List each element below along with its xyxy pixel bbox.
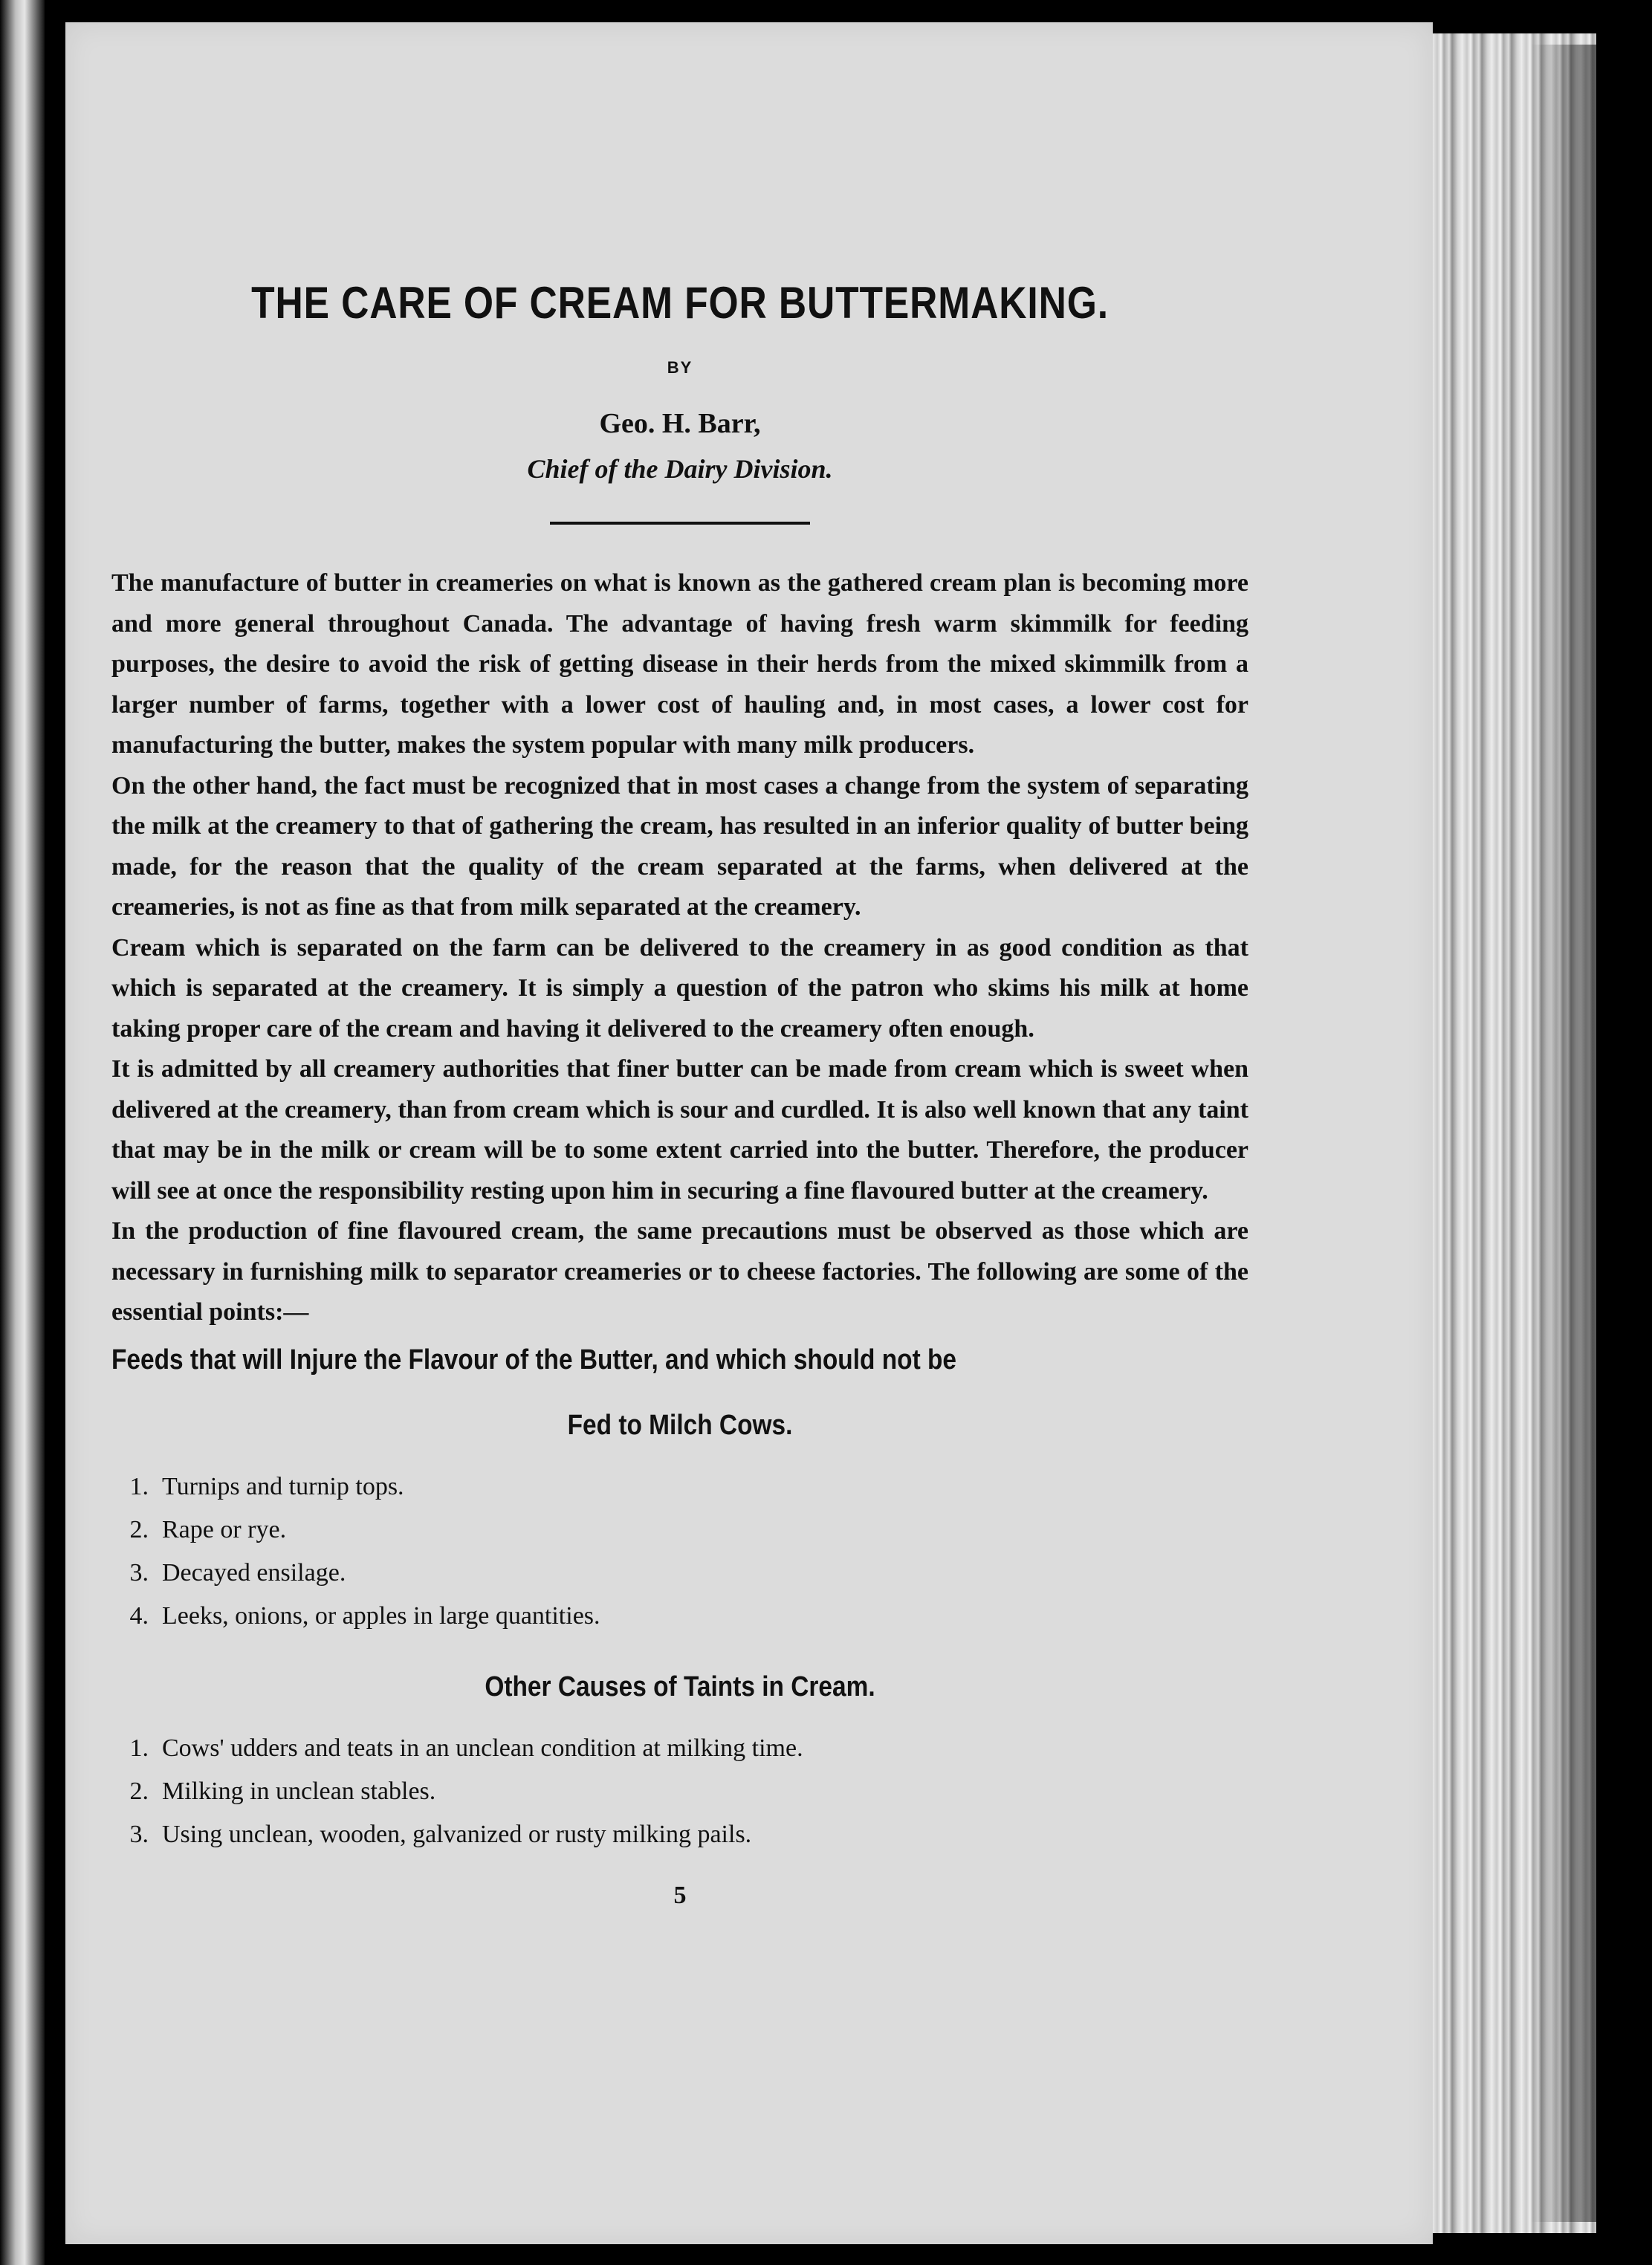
feeds-list bbox=[111, 1465, 1248, 1638]
byline: BY bbox=[667, 358, 693, 377]
list-item-text: Rape or rye. bbox=[162, 1515, 287, 1543]
section-heading-feeds: Feeds that will Injure the Flavour of the Butter, and which should not be bbox=[111, 1344, 957, 1375]
paragraph: Cream which is separated on the farm can be delivered to the creamery in as good condition as that which is separated at the creamery. It is simply a question of the patron who skims his milk at home taking proper care of the cream and having it delivered to the creamery often enough. bbox=[111, 933, 1248, 1043]
list-item-number: 3. bbox=[129, 1558, 149, 1587]
list-item-text: Turnips and turnip tops. bbox=[162, 1472, 404, 1500]
list-item bbox=[111, 1727, 1248, 1770]
list-item-text: Cows' udders and teats in an unclean condition at milking time. bbox=[162, 1734, 803, 1762]
document-title: THE CARE OF CREAM FOR BUTTERMAKING. bbox=[251, 278, 1109, 328]
paragraph: On the other hand, the fact must be recognized that in most cases a change from the system of separating the milk at the creamery to that of gathering the cream, has resulted in an inferior quality of butter being made, for the reason that the quality of the cream separated at the farms, when delivered at the creameries, is not as fine as that from milk separated at the creamery. bbox=[111, 771, 1248, 921]
list-item bbox=[111, 1770, 1248, 1813]
list-item-number: 2. bbox=[129, 1515, 149, 1543]
author-name: Geo. H. Barr, bbox=[599, 408, 761, 439]
scan-right-border bbox=[1596, 0, 1652, 2265]
list-item-text: Leeks, onions, or apples in large quantities. bbox=[162, 1601, 600, 1630]
page-edge-shadow bbox=[1531, 45, 1596, 2222]
list-item bbox=[111, 1595, 1248, 1638]
paragraph: It is admitted by all creamery authorities that finer butter can be made from cream which is sweet when delivered at the creamery, than from cream which is sour and curdled. It is also well known that any taint that may be in the milk or cream will be to some extent carried into the butter. Therefore, the producer will see at once the responsibility resting upon him in securing a fine flavoured butter at the creamery. bbox=[111, 1055, 1248, 1205]
paragraph: The manufacture of butter in creameries on what is known as the gathered cream plan is becoming more and more general throughout Canada. The advantage of having fresh warm skimmilk for feeding purposes, the desire to avoid the risk of getting disease in their herds from the mixed skimmilk from a larger number of farms, together with a lower cost of hauling and, in most cases, a lower cost for manufacturing the butter, makes the system popular with many milk producers. bbox=[111, 569, 1248, 759]
list-item-text: Milking in unclean stables. bbox=[162, 1777, 436, 1805]
author-title: Chief of the Dairy Division. bbox=[527, 454, 833, 484]
list-item-number: 4. bbox=[129, 1601, 149, 1630]
list-item bbox=[111, 1509, 1248, 1552]
taints-list bbox=[111, 1727, 1248, 1856]
section-heading-taints: Other Causes of Taints in Cream. bbox=[485, 1671, 875, 1702]
list-item-number: 1. bbox=[129, 1734, 149, 1762]
section-subheading-feeds: Fed to Milch Cows. bbox=[567, 1409, 793, 1441]
list-item-text: Using unclean, wooden, galvanized or rusty milking pails. bbox=[162, 1820, 752, 1848]
list-item-text: Decayed ensilage. bbox=[162, 1558, 346, 1587]
list-item bbox=[111, 1552, 1248, 1595]
scan-left-edge bbox=[0, 0, 45, 2265]
body-text bbox=[111, 563, 1248, 1333]
list-item-number: 2. bbox=[129, 1777, 149, 1805]
title-divider bbox=[550, 522, 810, 525]
list-item bbox=[111, 1813, 1248, 1856]
page-content bbox=[111, 223, 1248, 1910]
page-number: 5 bbox=[673, 1881, 687, 1909]
list-item bbox=[111, 1465, 1248, 1509]
list-item-number: 1. bbox=[129, 1472, 149, 1500]
paragraph: In the production of fine flavoured cream, the same precautions must be observed as those which are necessary in furnishing milk to separator creameries or to cheese factories. The following are some of the essential points:— bbox=[111, 1217, 1248, 1326]
list-item-number: 3. bbox=[129, 1820, 149, 1848]
